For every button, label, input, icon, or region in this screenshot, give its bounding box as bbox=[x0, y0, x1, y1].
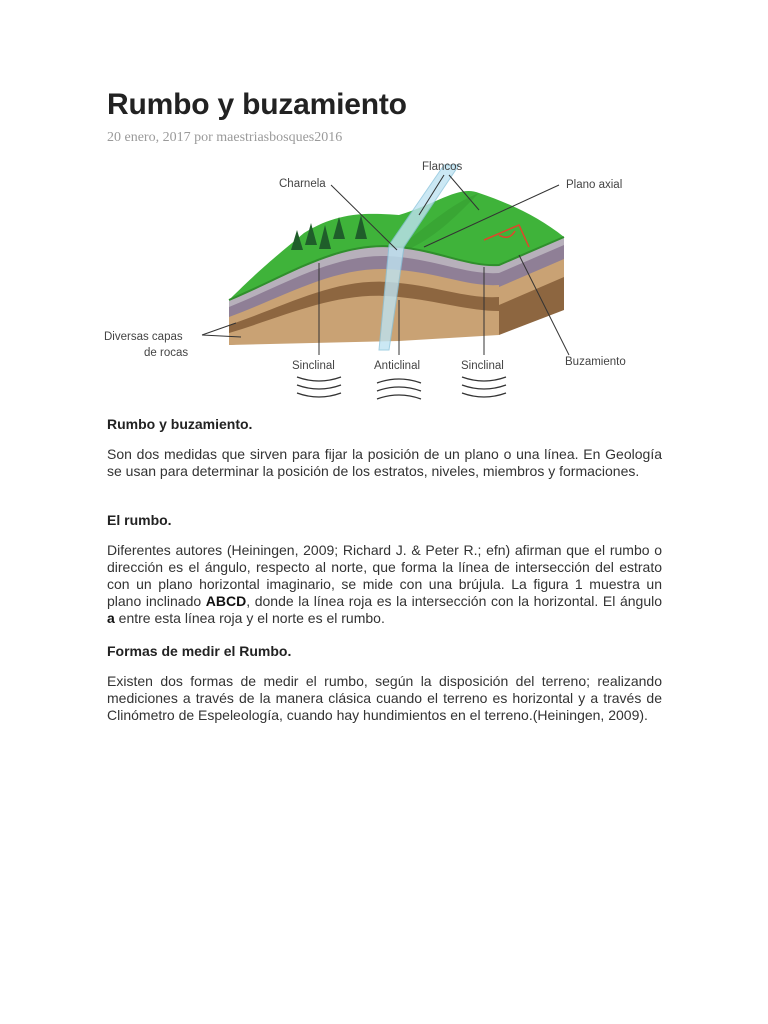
section-heading-formas: Formas de medir el Rumbo. bbox=[107, 643, 292, 659]
label-buzamiento: Buzamiento bbox=[565, 356, 626, 368]
label-flancos: Flancos bbox=[422, 161, 463, 173]
section-paragraph-intro: Son dos medidas que sirven para fijar la posición de un plano o una línea. En Geología se usan para determinar la posición de los estratos, niveles, miembros y formaciones. bbox=[107, 446, 662, 479]
label-anticlinal: Anticlinal bbox=[374, 360, 421, 372]
text-run: entre esta línea roja y el norte es el rumbo. bbox=[114, 610, 385, 626]
label-sinclinal-right: Sinclinal bbox=[461, 360, 504, 372]
text-run: , donde la línea roja es la intersección con la horizontal. El ángulo bbox=[246, 593, 662, 609]
post-meta: 20 enero, 2017 por maestriasbosques2016 bbox=[107, 130, 343, 145]
bold-abcd: ABCD bbox=[205, 593, 247, 609]
section-heading-rumbo: El rumbo. bbox=[107, 512, 172, 528]
section-heading-rumbo-buzamiento: Rumbo y buzamiento. bbox=[107, 416, 253, 432]
bold-angle-a: a bbox=[107, 610, 115, 626]
fold-diagram bbox=[99, 155, 639, 405]
fold-symbols bbox=[297, 377, 506, 399]
label-capas-line1: Diversas capas bbox=[104, 331, 183, 343]
fold-diagram-svg bbox=[99, 155, 639, 405]
label-sinclinal-left: Sinclinal bbox=[292, 360, 335, 372]
label-charnela: Charnela bbox=[279, 178, 326, 190]
syncline-symbol-left bbox=[297, 377, 341, 397]
rock-layers-front bbox=[229, 246, 499, 345]
text-run: Diferentes autores (Heiningen, 2009; Richard J. & Peter R.; efn) afirman que el rumbo o dirección es el ángulo, respecto al norte, que forma la línea de intersección del estrato con un plano horizontal imaginario, se mide con una brújula. La figura 1 muestra un plano inclinado bbox=[107, 542, 662, 609]
syncline-symbol-right bbox=[462, 377, 506, 397]
label-plano-axial: Plano axial bbox=[566, 179, 623, 191]
section-paragraph-rumbo bbox=[107, 542, 662, 627]
section-paragraph-formas: Existen dos formas de medir el rumbo, según la disposición del terreno; realizando mediciones a través de la manera clásica cuando el terreno es horizontal y a través de Clinómetro de Espeleología, cuando hay hundimientos en el terreno.(Heiningen, 2009). bbox=[107, 673, 662, 723]
label-capas-line2: de rocas bbox=[144, 347, 189, 359]
page-title: Rumbo y buzamiento bbox=[107, 88, 407, 121]
anticline-symbol bbox=[377, 379, 421, 399]
